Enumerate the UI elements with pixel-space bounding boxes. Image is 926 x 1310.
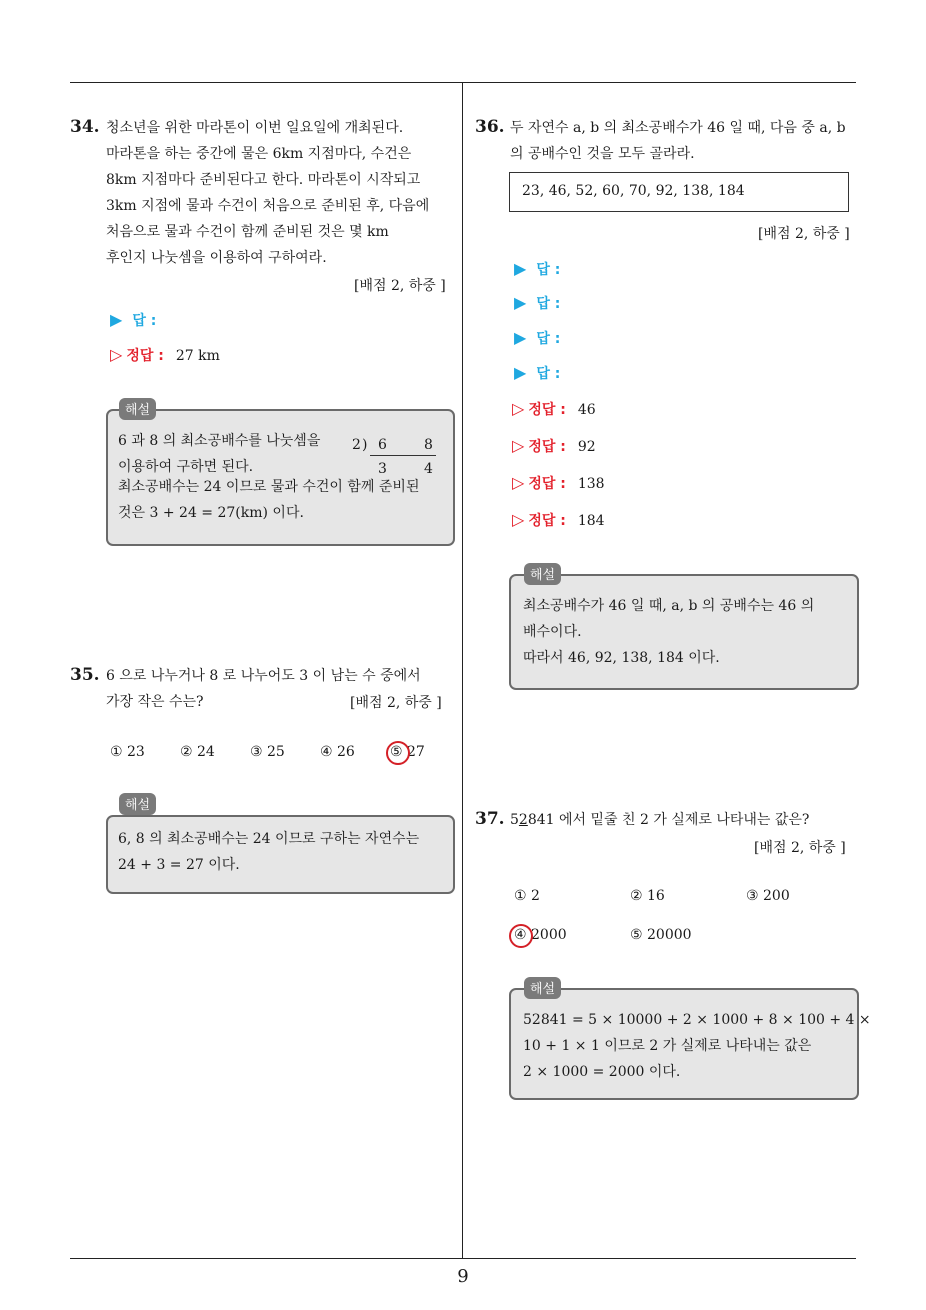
division-bracket: ) — [362, 437, 368, 453]
top-rule — [70, 82, 856, 83]
q34-explain-line-4: 것은 3 + 24 = 27(km) 이다. — [118, 505, 304, 521]
page-number: 9 — [457, 1266, 469, 1287]
division-bot-b: 4 — [424, 461, 433, 477]
play-triangle-icon: ▶ — [514, 259, 527, 278]
q34-line-3: 8km 지점마다 준비된다고 한다. 마라톤이 시작되고 — [106, 172, 421, 188]
q35-line-2: 가장 작은 수는? — [106, 694, 204, 710]
correct-value: 184 — [577, 513, 605, 529]
q37-choice-3[interactable]: ③ 200 — [746, 888, 790, 904]
q35-choice-1[interactable]: ① 23 — [110, 744, 145, 760]
q34-line-2: 마라톤을 하는 중간에 물은 6km 지점마다, 수건은 — [106, 146, 412, 162]
q36-line-2: 의 공배수인 것을 모두 골라라. — [510, 146, 695, 162]
outline-triangle-icon: ▷ — [512, 436, 525, 455]
q36-correct-row-3 — [512, 473, 605, 493]
q34-explanation-tag: 해설 — [119, 398, 156, 420]
q37-choice-2[interactable]: ② 16 — [630, 888, 665, 904]
q34-explanation-box — [106, 409, 455, 546]
q36-explanation-box — [509, 574, 859, 690]
q36-answer-row-2[interactable] — [514, 293, 560, 313]
correct-value: 92 — [577, 439, 596, 455]
q37-number: 37. — [475, 809, 505, 829]
correct-label: 정답 : — [528, 439, 566, 455]
q35-selected-circle-icon — [386, 741, 410, 765]
q34-meta: [배점 2, 하중 ] — [354, 278, 446, 294]
q36-options-text: 23, 46, 52, 60, 70, 92, 138, 184 — [522, 183, 745, 199]
q37-explanation-tag: 해설 — [524, 977, 561, 999]
q34-explain-line-2: 이용하여 구하면 된다. — [118, 459, 254, 475]
correct-value: 138 — [577, 476, 605, 492]
q36-explain-line-1: 최소공배수가 46 일 때, a, b 의 공배수는 46 의 — [523, 598, 815, 614]
q35-choice-3[interactable]: ③ 25 — [250, 744, 285, 760]
division-rule — [370, 455, 436, 456]
q36-explain-line-3: 따라서 46, 92, 138, 184 이다. — [523, 650, 720, 666]
q34-line-4: 3km 지점에 물과 수건이 처음으로 준비된 후, 다음에 — [106, 198, 430, 214]
q34-line-1: 청소년을 위한 마라톤이 이번 일요일에 개최된다. — [106, 120, 404, 136]
q36-answer-row-3[interactable] — [514, 328, 560, 348]
outline-triangle-icon: ▷ — [110, 345, 123, 364]
q36-answer-row-1[interactable] — [514, 259, 560, 279]
correct-label: 정답 : — [126, 348, 164, 364]
q36-correct-row-1 — [512, 399, 596, 419]
q36-explanation-tag: 해설 — [524, 563, 561, 585]
outline-triangle-icon: ▷ — [512, 399, 525, 418]
q34-correct-row — [110, 345, 220, 365]
division-top-a: 6 — [378, 437, 387, 453]
q34-explain-line-1: 6 과 8 의 최소공배수를 나눗셈을 — [118, 433, 321, 449]
q37-meta: [배점 2, 하중 ] — [754, 840, 846, 856]
play-triangle-icon: ▶ — [514, 363, 527, 382]
q36-explain-line-2: 배수이다. — [523, 624, 582, 640]
q35-explain-line-1: 6, 8 의 최소공배수는 24 이므로 구하는 자연수는 — [118, 831, 420, 847]
correct-value: 46 — [577, 402, 596, 418]
play-triangle-icon: ▶ — [514, 293, 527, 312]
q37-line-rest: 841 에서 밑줄 친 2 가 실제로 나타내는 값은? — [527, 812, 810, 828]
q35-meta: [배점 2, 하중 ] — [350, 695, 442, 711]
division-bot-a: 3 — [378, 461, 387, 477]
q37-choice-4[interactable]: ④ 2000 — [514, 927, 567, 943]
q34-answer-row[interactable] — [110, 310, 156, 330]
q36-correct-row-4 — [512, 510, 605, 530]
bottom-rule — [70, 1258, 856, 1259]
outline-triangle-icon: ▷ — [512, 510, 525, 529]
q36-line-1: 두 자연수 a, b 의 최소공배수가 46 일 때, 다음 중 a, b — [510, 120, 846, 136]
q35-choice-5[interactable]: ⑤ 27 — [390, 744, 425, 760]
q37-explain-line-3: 2 × 1000 = 2000 이다. — [523, 1064, 681, 1080]
q37-explain-line-2: 10 + 1 × 1 이므로 2 가 실제로 나타내는 값은 — [523, 1038, 812, 1054]
q37-choice-5[interactable]: ⑤ 20000 — [630, 927, 692, 943]
q34-number: 34. — [70, 117, 100, 137]
correct-label: 정답 : — [528, 402, 566, 418]
division-divisor: 2 — [352, 437, 361, 453]
q37-explain-line-1: 52841 = 5 × 10000 + 2 × 1000 + 8 × 100 + 4 × — [523, 1012, 871, 1028]
correct-label: 정답 : — [528, 476, 566, 492]
q34-line-6: 후인지 나눗셈을 이용하여 구하여라. — [106, 250, 327, 266]
answer-label: 답 : — [536, 262, 561, 278]
play-triangle-icon: ▶ — [110, 310, 123, 329]
q37-underlined-digit: 2 — [518, 812, 528, 828]
q35-explanation-tag: 해설 — [119, 793, 156, 815]
q35-explain-line-2: 24 + 3 = 27 이다. — [118, 857, 240, 873]
column-divider — [462, 83, 463, 1258]
q36-meta: [배점 2, 하중 ] — [758, 226, 850, 242]
q34-explain-line-3: 최소공배수는 24 이므로 물과 수건이 함께 준비된 — [118, 479, 420, 495]
play-triangle-icon: ▶ — [514, 328, 527, 347]
q35-choice-2[interactable]: ② 24 — [180, 744, 215, 760]
q35-explanation-box — [106, 815, 455, 894]
answer-label: 답 : — [132, 313, 157, 329]
answer-label: 답 : — [536, 296, 561, 312]
q36-number: 36. — [475, 117, 505, 137]
q36-answer-row-4[interactable] — [514, 363, 560, 383]
q35-number: 35. — [70, 665, 100, 685]
q37-explanation-box — [509, 988, 871, 1100]
outline-triangle-icon: ▷ — [512, 473, 525, 492]
q36-options-box — [509, 172, 849, 212]
correct-value: 27 km — [175, 348, 220, 364]
division-top-b: 8 — [424, 437, 433, 453]
q35-choice-4[interactable]: ④ 26 — [320, 744, 355, 760]
q37-selected-circle-icon — [509, 924, 533, 948]
q37-line-1 — [510, 810, 809, 830]
q37-number-prefix: 5 — [510, 812, 519, 828]
q37-choice-1[interactable]: ① 2 — [514, 888, 540, 904]
answer-label: 답 : — [536, 331, 561, 347]
answer-label: 답 : — [536, 366, 561, 382]
q35-line-1: 6 으로 나누거나 8 로 나누어도 3 이 남는 수 중에서 — [106, 668, 421, 684]
q36-correct-row-2 — [512, 436, 596, 456]
correct-label: 정답 : — [528, 513, 566, 529]
q34-line-5: 처음으로 물과 수건이 함께 준비된 것은 몇 km — [106, 224, 389, 240]
